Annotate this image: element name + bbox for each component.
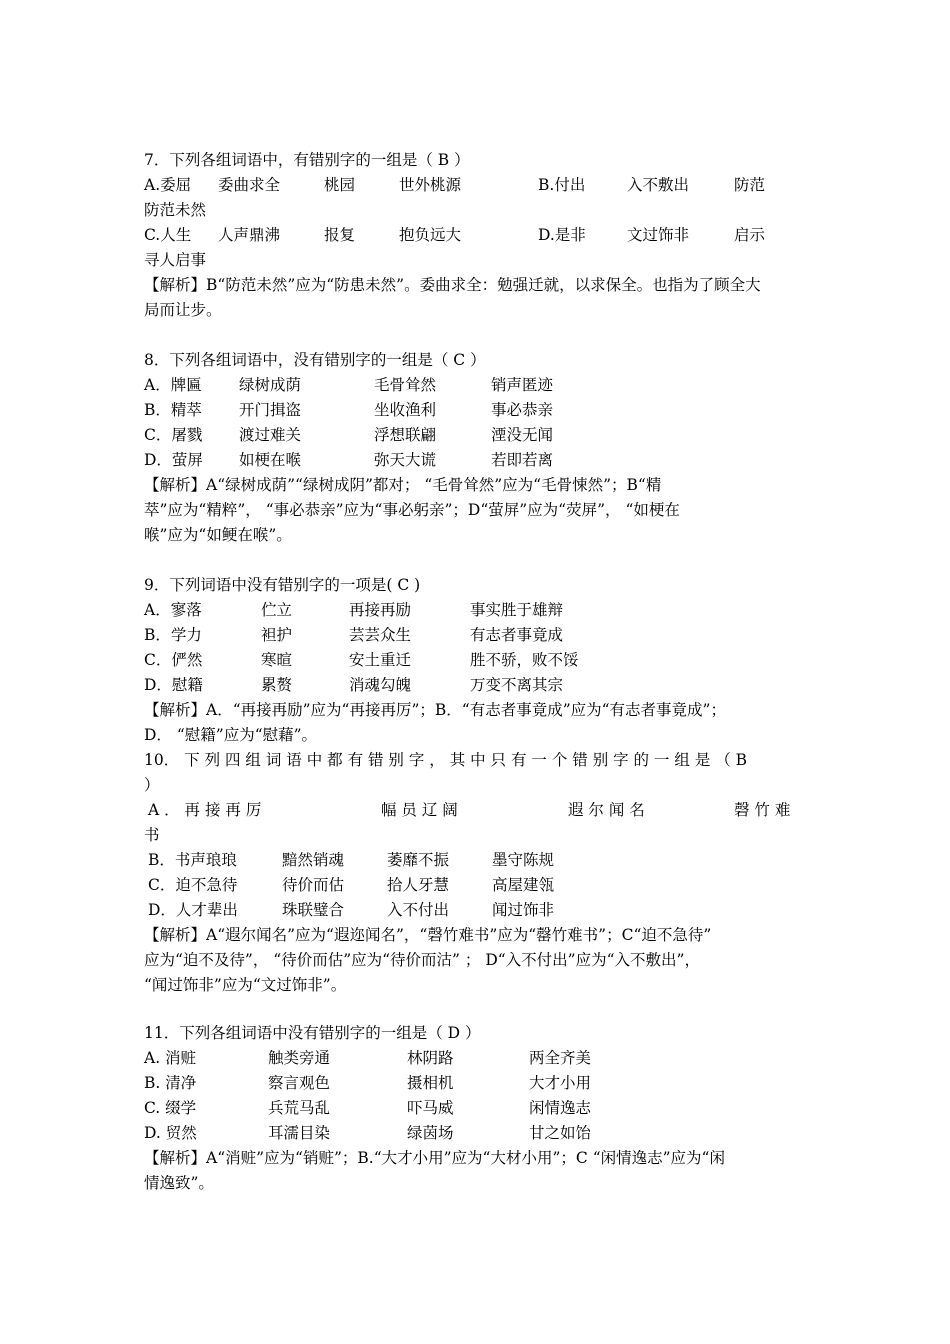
word-cell: B. 清净	[144, 1074, 197, 1092]
word-cell: 报复	[324, 226, 356, 244]
question-10-analysis: 【解析】A“遐尔闻名”应为“遐迩闻名”，“磬竹难书”应为“罄竹难书”；C“迫不急待”	[144, 926, 712, 944]
word-cell: C．俨然	[144, 651, 203, 669]
question-7-option-wrap: 防范未然	[144, 201, 207, 219]
question-7-analysis: 【解析】B“防范未然”应为“防患未然”。委曲求全：勉强迁就，以求保全。也指为了顾全大	[144, 276, 761, 294]
word-cell: 兵荒马乱	[268, 1099, 331, 1117]
word-cell: 万变不离其宗	[470, 676, 564, 694]
word-cell: 绿树成荫	[239, 376, 302, 394]
question-8-analysis: 【解析】A“绿树成荫”“绿树成阴”都对； “毛骨耸然”应为“毛骨悚然”；B“精	[144, 476, 662, 494]
word-cell: 文过饰非	[627, 226, 690, 244]
word-cell: 入不付出	[387, 901, 450, 919]
question-9-option-c	[144, 648, 810, 673]
question-9-option-b	[144, 623, 810, 648]
question-10-stem-wrap: ）	[144, 776, 160, 794]
word-cell: 芸芸众生	[349, 626, 412, 644]
word-cell: D．慰籍	[144, 676, 203, 694]
word-cell: C.人生	[144, 226, 192, 244]
question-9-analysis: 【解析】A．“再接再励”应为“再接再厉”；B．“有志者事竟成”应为“有志者事竟成”；	[144, 701, 726, 719]
question-11-stem: 11．下列各组词语中没有错别字的一组是（ D ）	[144, 1024, 481, 1042]
word-cell: C．迫不急待	[148, 876, 238, 894]
word-cell: 吓马威	[407, 1099, 454, 1117]
question-9-analysis: D． “慰籍”应为“慰藉”。	[144, 726, 318, 744]
question-11-analysis: 【解析】A“消赃”应为“销赃”；B.“大才小用”应为“大材小用”；C “闲情逸志”应为“闲	[144, 1149, 725, 1167]
word-cell: 大才小用	[529, 1074, 592, 1092]
question-10-option-b	[144, 848, 810, 873]
word-cell: 抱负远大	[399, 226, 462, 244]
question-10-option-a	[144, 798, 810, 823]
word-cell: 毛骨耸然	[374, 376, 437, 394]
question-10-option-d	[144, 898, 810, 923]
question-10-option-c	[144, 873, 810, 898]
word-cell: B.付出	[538, 176, 586, 194]
word-cell: A．寥落	[144, 601, 202, 619]
word-cell: 入不敷出	[627, 176, 690, 194]
word-cell: 事实胜于雄辩	[470, 601, 564, 619]
word-cell: 甘之如饴	[529, 1124, 592, 1142]
word-cell: 有志者事竟成	[470, 626, 564, 644]
question-8-analysis: 萃”应为“精粹”， “事必恭亲”应为“事必躬亲”；D“萤屏”应为“荧屏”， “如梗在	[144, 501, 680, 519]
question-7-option-row	[144, 173, 810, 198]
word-cell: 世外桃源	[399, 176, 462, 194]
word-cell: C．屠戮	[144, 426, 203, 444]
question-10-option-a-wrap: 书	[144, 826, 160, 844]
word-cell: 胜不骄，败不馁	[470, 651, 579, 669]
word-cell: 销声匿迹	[491, 376, 554, 394]
word-cell: D．萤屏	[144, 451, 203, 469]
word-cell: D．人才辈出	[148, 901, 238, 919]
word-cell: A．牌匾	[144, 376, 202, 394]
question-10-analysis: “闻过饰非”应为“文过饰非”。	[144, 976, 347, 994]
word-cell: 墨守陈规	[492, 851, 555, 869]
word-cell: 事必恭亲	[491, 401, 554, 419]
word-cell: 再接再励	[349, 601, 412, 619]
word-cell: 累赘	[261, 676, 293, 694]
word-cell: 寒暄	[261, 651, 293, 669]
word-cell: 启示	[734, 226, 766, 244]
question-9-stem: 9．下列词语中没有错别字的一项是( C )	[144, 576, 421, 594]
word-cell: 磬 竹 难	[734, 801, 791, 819]
question-7-option-wrap: 寻人启事	[144, 251, 207, 269]
word-cell: 待价而估	[282, 876, 345, 894]
word-cell: 黯然销魂	[282, 851, 345, 869]
question-11-option-d	[144, 1121, 810, 1146]
word-cell: 弥天大谎	[374, 451, 437, 469]
word-cell: 察言观色	[268, 1074, 331, 1092]
question-7-analysis: 局而让步。	[144, 301, 222, 319]
word-cell: 幅 员 辽 阔	[381, 801, 458, 819]
word-cell: 珠联璧合	[282, 901, 345, 919]
word-cell: B．书声琅琅	[148, 851, 237, 869]
question-9-option-d	[144, 673, 810, 698]
word-cell: B．精萃	[144, 401, 202, 419]
word-cell: 耳濡目染	[268, 1124, 331, 1142]
word-cell: 若即若离	[491, 451, 554, 469]
word-cell: 开门揖盗	[239, 401, 302, 419]
question-8-analysis: 喉”应为“如鲠在喉”。	[144, 526, 292, 544]
word-cell: 高屋建瓴	[492, 876, 555, 894]
word-cell: B．学力	[144, 626, 202, 644]
word-cell: 林阴路	[407, 1049, 454, 1067]
word-cell: 遐 尔 闻 名	[568, 801, 645, 819]
question-8-option-b	[144, 398, 810, 423]
word-cell: D.是非	[538, 226, 586, 244]
word-cell: 两全齐美	[529, 1049, 592, 1067]
word-cell: 安土重迁	[349, 651, 412, 669]
question-7-option-row	[144, 223, 810, 248]
word-cell: 绿茵场	[407, 1124, 454, 1142]
word-cell: 消魂勾魄	[349, 676, 412, 694]
word-cell: A.委屈	[144, 176, 192, 194]
word-cell: 坐收渔利	[374, 401, 437, 419]
question-9-option-a	[144, 598, 810, 623]
word-cell: 湮没无闻	[491, 426, 554, 444]
word-cell: 伫立	[261, 601, 293, 619]
word-cell: 人声鼎沸	[218, 226, 281, 244]
word-cell: 浮想联翩	[374, 426, 437, 444]
question-11-option-b	[144, 1071, 810, 1096]
word-cell: 桃园	[324, 176, 356, 194]
word-cell: 闻过饰非	[492, 901, 555, 919]
word-cell: A ． 再 接 再 厉	[148, 801, 262, 819]
word-cell: 如梗在喉	[239, 451, 302, 469]
question-11-analysis: 情逸致”。	[144, 1174, 214, 1192]
question-8-option-d	[144, 448, 810, 473]
word-cell: A. 消赃	[144, 1049, 197, 1067]
question-10-analysis: 应为“迫不及待”， “待价而估”应为“待价而沽” ； D“入不付出”应为“入不敷出”，	[144, 951, 700, 969]
question-11-option-c	[144, 1096, 810, 1121]
question-8-option-c	[144, 423, 810, 448]
word-cell: D. 贸然	[144, 1124, 197, 1142]
word-cell: C. 缀学	[144, 1099, 197, 1117]
question-11-option-a	[144, 1046, 810, 1071]
word-cell: 触类旁通	[268, 1049, 331, 1067]
word-cell: 袒护	[261, 626, 293, 644]
word-cell: 委曲求全	[218, 176, 281, 194]
question-7-stem: 7．下列各组词语中，有错别字的一组是（ B ）	[144, 151, 470, 169]
word-cell: 萎靡不振	[387, 851, 450, 869]
word-cell: 闲情逸志	[529, 1099, 592, 1117]
word-cell: 渡过难关	[239, 426, 302, 444]
question-10-stem: 10． 下 列 四 组 词 语 中 都 有 错 别 字 ， 其 中 只 有 一 个 错 别 字 的 一 组 是 （ B	[144, 751, 748, 769]
word-cell: 拾人牙慧	[387, 876, 450, 894]
question-8-option-a	[144, 373, 810, 398]
word-cell: 防范	[734, 176, 766, 194]
word-cell: 摄相机	[407, 1074, 454, 1092]
question-8-stem: 8．下列各组词语中，没有错别字的一组是（ C ）	[144, 351, 486, 369]
